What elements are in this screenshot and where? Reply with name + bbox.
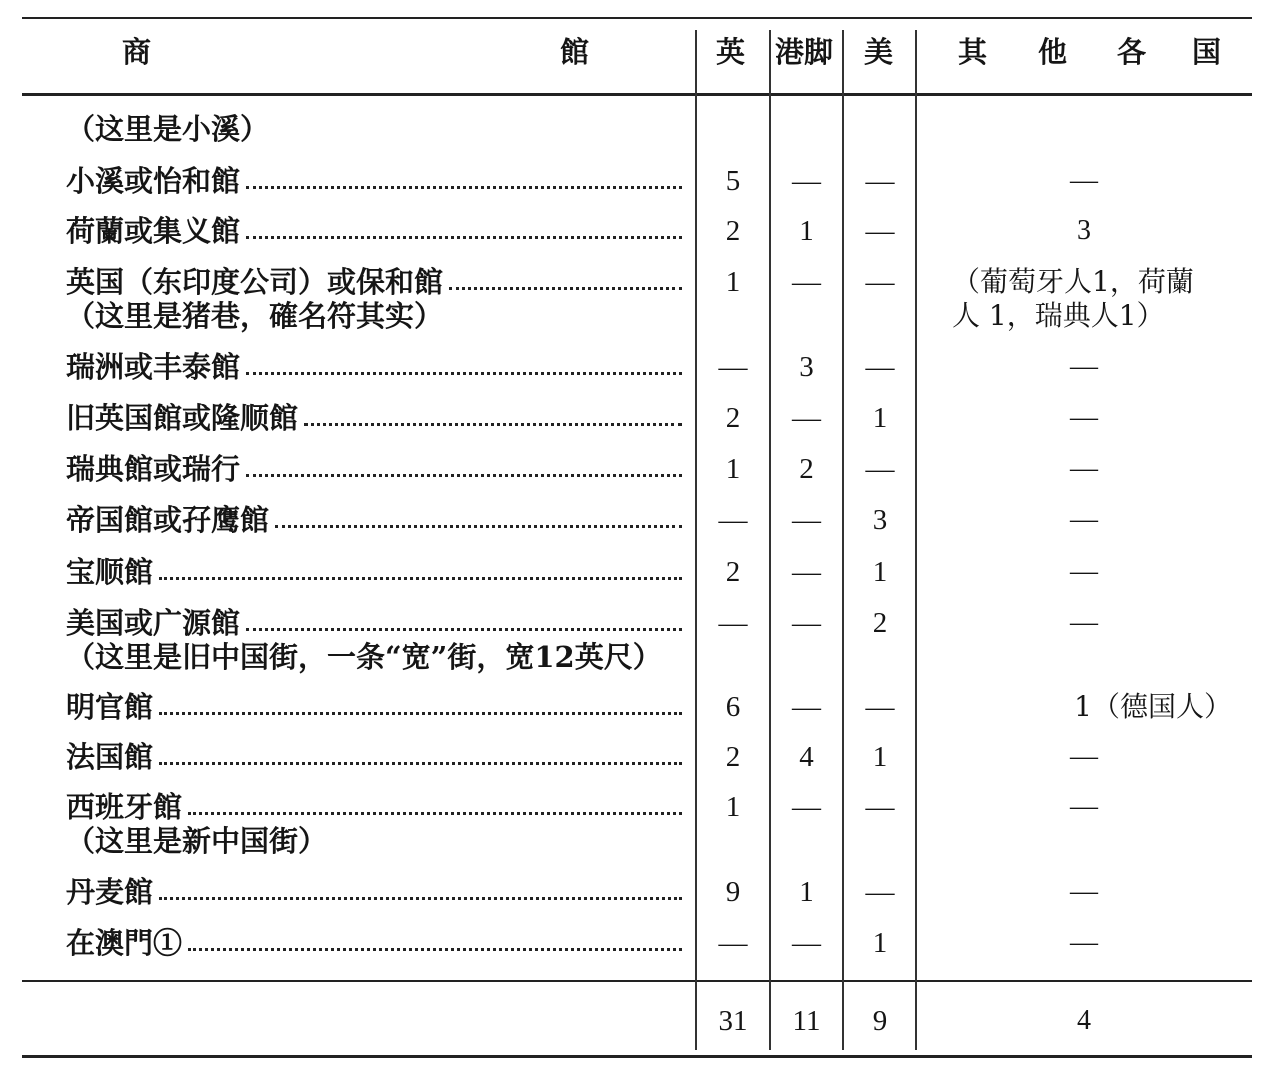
american-count: — <box>865 165 895 197</box>
other-nations-count: — <box>1070 791 1098 822</box>
country-trader-count: — <box>792 927 821 959</box>
firm-name <box>66 607 686 639</box>
country-trader-count: 3 <box>799 351 814 383</box>
british-count: 2 <box>725 402 741 434</box>
american-count: — <box>865 691 895 723</box>
table-bottom-rule <box>22 1055 1252 1058</box>
dot-leader <box>246 474 682 477</box>
header-firm-a: 商 <box>122 35 152 69</box>
total-others: 4 <box>1077 1005 1091 1036</box>
header-others-2: 他 <box>1038 35 1068 69</box>
other-nations-count: — <box>1070 402 1098 433</box>
british-count: 2 <box>725 741 741 773</box>
dot-leader <box>159 712 682 715</box>
dot-leader <box>159 577 682 580</box>
firm-location-note: （这里是旧中国街，一条“宽”街，宽12英尺） <box>66 640 662 674</box>
other-nations-count: 1（德国人） <box>1074 690 1232 723</box>
firm-name-text: 美国或广源館 <box>66 606 241 640</box>
other-nations-count: — <box>1070 741 1098 772</box>
dot-leader <box>188 812 682 815</box>
british-count: 9 <box>725 876 741 908</box>
country-trader-count: — <box>792 791 821 823</box>
american-count: — <box>865 351 895 383</box>
dot-leader <box>304 423 682 426</box>
dot-leader <box>188 948 682 951</box>
country-trader-count: — <box>792 607 821 639</box>
column-divider <box>842 30 844 1050</box>
british-count: 2 <box>725 556 741 588</box>
american-count: 3 <box>872 504 888 536</box>
british-count: — <box>718 351 748 383</box>
firm-name <box>66 556 686 588</box>
header-firm-b: 館 <box>560 35 590 69</box>
header-others-1: 其 <box>958 35 988 69</box>
american-count: — <box>865 215 895 247</box>
other-nations-count: 3 <box>1077 215 1091 246</box>
other-nations-count: （葡萄牙人1，荷蘭 <box>952 265 1194 298</box>
firm-name <box>66 453 686 485</box>
firm-name-text: 明官館 <box>66 690 154 724</box>
dot-leader <box>246 186 682 189</box>
dot-leader <box>449 287 682 290</box>
other-nations-count: — <box>1070 504 1098 535</box>
firm-name-text: 西班牙館 <box>66 790 183 824</box>
column-divider <box>915 30 917 1050</box>
country-trader-count: 1 <box>799 215 814 247</box>
american-count: — <box>865 791 895 823</box>
firm-name-text: 法国館 <box>66 740 154 774</box>
dot-leader <box>246 372 682 375</box>
dot-leader <box>159 762 682 765</box>
american-count: — <box>865 266 895 298</box>
american-count: — <box>865 453 895 485</box>
firm-name <box>66 165 686 197</box>
firm-name <box>66 791 686 823</box>
country-trader-count: — <box>792 691 821 723</box>
other-nations-count: — <box>1070 165 1098 196</box>
firm-name-text: 瑞洲或丰泰館 <box>66 350 241 384</box>
british-count: — <box>718 927 748 959</box>
firm-name-text: （这里是小溪） <box>66 112 270 146</box>
firm-name <box>66 741 686 773</box>
firm-name-text: 帝国館或孖鹰館 <box>66 503 270 537</box>
total-american: 9 <box>872 1005 888 1037</box>
country-trader-count: 1 <box>799 876 814 908</box>
firm-name <box>66 351 686 383</box>
firm-name-text: 小溪或怡和館 <box>66 164 241 198</box>
dot-leader <box>275 525 682 528</box>
table-top-rule <box>22 17 1252 19</box>
british-count: — <box>718 607 748 639</box>
british-count: 1 <box>725 266 741 298</box>
country-trader-count: — <box>792 266 821 298</box>
country-trader-count: — <box>792 165 821 197</box>
country-trader-count: — <box>792 402 821 434</box>
header-rule <box>22 93 1252 96</box>
dot-leader <box>246 628 682 631</box>
firm-name <box>66 504 686 536</box>
american-count: 2 <box>872 607 888 639</box>
other-nations-count: — <box>1070 556 1098 587</box>
firm-name-text: 荷蘭或集义館 <box>66 214 241 248</box>
american-count: — <box>865 876 895 908</box>
american-count: 1 <box>872 402 888 434</box>
british-count: — <box>718 504 748 536</box>
body-bottom-rule <box>22 980 1252 982</box>
country-trader-count: 2 <box>799 453 814 485</box>
firm-name-text: 在澳門① <box>66 926 183 960</box>
country-trader-count: 4 <box>799 741 814 773</box>
other-nations-count: — <box>1070 453 1098 484</box>
dot-leader <box>159 897 682 900</box>
firm-name-text: 丹麦館 <box>66 875 154 909</box>
firm-name-text: 旧英国館或隆顺館 <box>66 401 299 435</box>
american-count: 1 <box>872 927 888 959</box>
british-count: 2 <box>725 215 741 247</box>
header-country-traders: 港脚 <box>775 35 834 69</box>
british-count: 5 <box>725 165 741 197</box>
firm-name <box>66 266 686 298</box>
dot-leader <box>246 236 682 239</box>
american-count: 1 <box>872 556 888 588</box>
other-nations-count: — <box>1070 927 1098 958</box>
total-british: 31 <box>718 1005 748 1037</box>
country-trader-count: — <box>792 504 821 536</box>
british-count: 1 <box>725 791 741 823</box>
other-nations-count: — <box>1070 351 1098 382</box>
firm-name-text: 宝顺館 <box>66 555 154 589</box>
american-count: 1 <box>872 741 888 773</box>
firm-name-text: 英国（东印度公司）或保和館 <box>66 265 444 299</box>
british-count: 6 <box>725 691 741 723</box>
header-others-3: 各 <box>1117 35 1147 69</box>
total-country: 11 <box>792 1005 821 1037</box>
firm-name <box>66 402 686 434</box>
country-trader-count: — <box>792 556 821 588</box>
firm-location-note: （这里是新中国街） <box>66 824 328 858</box>
other-nations-detail: 人 1，瑞典人1） <box>952 299 1165 332</box>
other-nations-count: — <box>1070 607 1098 638</box>
firm-name <box>66 876 686 908</box>
other-nations-count: — <box>1070 876 1098 907</box>
firm-location-note: （这里是猪巷，確名符其实） <box>66 299 444 333</box>
british-count: 1 <box>725 453 741 485</box>
firm-name <box>66 215 686 247</box>
header-american: 美 <box>864 35 894 69</box>
firm-name-text: 瑞典館或瑞行 <box>66 452 241 486</box>
firm-name <box>66 691 686 723</box>
header-others-4: 国 <box>1192 35 1222 69</box>
firm-name <box>66 927 686 959</box>
header-british: 英 <box>716 35 746 69</box>
firm-name <box>66 113 686 145</box>
